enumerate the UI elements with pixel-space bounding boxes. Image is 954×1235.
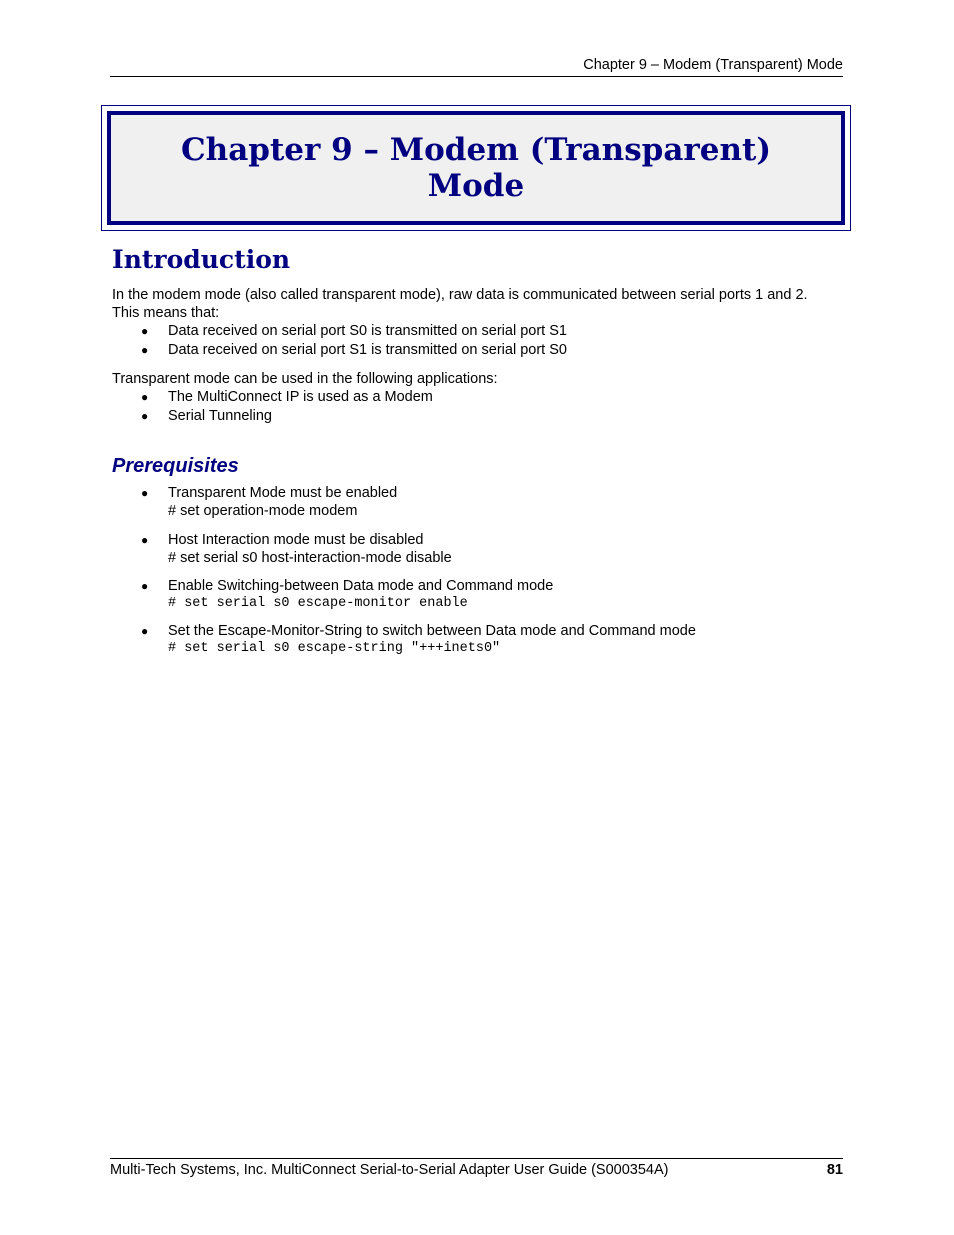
list-item: ● Data received on serial port S0 is transmitted on serial port S1 xyxy=(141,323,567,339)
port-bullets xyxy=(112,322,567,360)
page-footer xyxy=(110,1158,843,1179)
bullet-icon: ● xyxy=(141,343,149,357)
bullet-icon: ● xyxy=(141,409,149,423)
prerequisite-item xyxy=(112,622,696,657)
chapter-title-panel xyxy=(107,111,845,225)
chapter-title: Chapter 9 – Modem (Transparent) Mode xyxy=(180,132,771,204)
prerequisite-command: # set serial s0 host-interaction-mode disable xyxy=(168,550,452,566)
prerequisite-command: # set serial s0 escape-monitor enable xyxy=(168,596,468,611)
prerequisites-heading: Prerequisites xyxy=(112,455,239,477)
prerequisite-command: # set operation-mode modem xyxy=(168,503,358,519)
bullet-icon: ● xyxy=(141,579,149,593)
applications-bullets xyxy=(112,388,433,426)
prerequisite-text: Host Interaction mode must be disabled xyxy=(168,532,424,548)
prerequisite-item xyxy=(112,531,452,567)
footer-text: Multi-Tech Systems, Inc. MultiConnect Serial-to-Serial Adapter User Guide (S000354A) xyxy=(110,1162,669,1178)
bullet-icon: ● xyxy=(141,324,149,338)
running-header-title: Chapter 9 – Modem (Transparent) Mode xyxy=(583,57,843,73)
list-item: ● Serial Tunneling xyxy=(141,408,272,424)
prerequisite-text: Transparent Mode must be enabled xyxy=(168,485,398,501)
bullet-icon: ● xyxy=(141,390,149,404)
list-item: ● Data received on serial port S1 is transmitted on serial port S0 xyxy=(141,342,567,358)
introduction-heading: Introduction xyxy=(112,245,291,274)
list-item: ● The MultiConnect IP is used as a Modem xyxy=(141,389,433,405)
bullet-icon: ● xyxy=(141,624,149,638)
prerequisite-command: # set serial s0 escape-string "+++inets0" xyxy=(168,641,501,656)
page-number: 81 xyxy=(826,1162,843,1178)
introduction-paragraph: In the modem mode (also called transparent mode), raw data is communicated between serial ports 1 and 2. This means that: xyxy=(112,287,808,321)
prerequisite-text: Enable Switching-between Data mode and Command mode xyxy=(168,578,554,594)
prerequisite-text: Set the Escape-Monitor-String to switch between Data mode and Command mode xyxy=(168,623,696,639)
bullet-icon: ● xyxy=(141,486,149,500)
chapter-title-box xyxy=(101,105,851,231)
prerequisite-item xyxy=(112,484,397,520)
running-header xyxy=(110,56,843,77)
prerequisite-item xyxy=(112,577,553,612)
applications-intro: Transparent mode can be used in the following applications: xyxy=(112,371,498,387)
bullet-icon: ● xyxy=(141,533,149,547)
